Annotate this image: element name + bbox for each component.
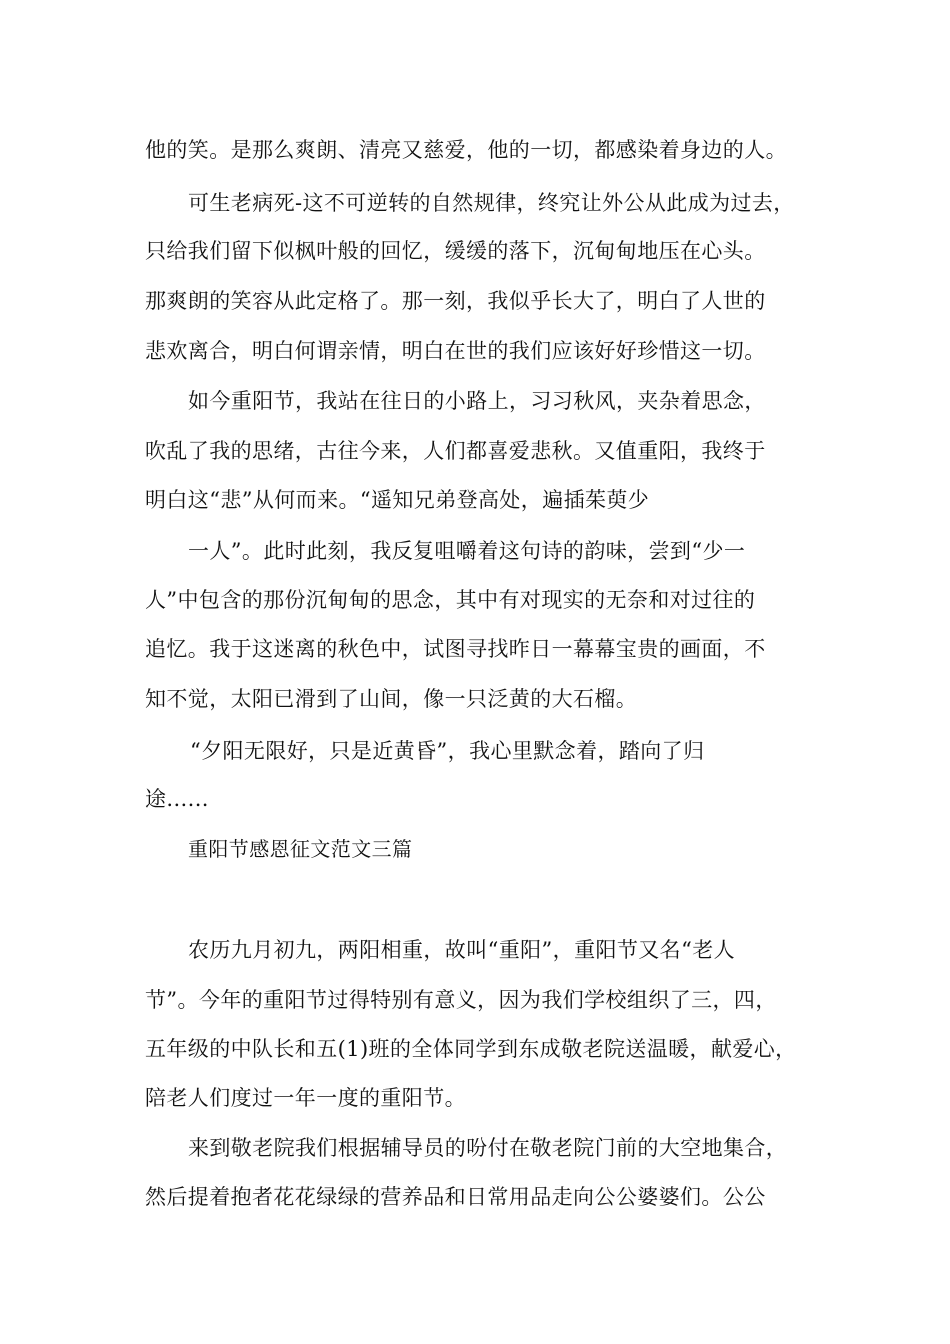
text-line: 来到敬老院我们根据辅导员的吩付在敬老院门前的大空地集合， bbox=[188, 1136, 788, 1160]
text-line: 五年级的中队长和五(1)班的全体同学到东成敬老院送温暖，献爱心， bbox=[145, 1037, 797, 1061]
text-line: 可生老病死-这不可逆转的自然规律，终究让外公从此成为过去， bbox=[188, 191, 795, 215]
text-line: 吹乱了我的思绪，古往今来，人们都喜爱悲秋。又值重阳，我终于 bbox=[145, 439, 766, 463]
text-line: 陪老人们度过一年一度的重阳节。 bbox=[145, 1086, 466, 1110]
text-line: 人”中包含的那份沉甸甸的思念，其中有对现实的无奈和对过往的 bbox=[145, 588, 756, 612]
text-line: 然后提着抱者花花绿绿的营养品和日常用品走向公公婆婆们。公公 bbox=[145, 1185, 766, 1209]
text-line: 他的笑。是那么爽朗、清亮又慈爱，他的一切，都感染着身边的人。 bbox=[145, 138, 787, 162]
text-line: 只给我们留下似枫叶般的回忆，缓缓的落下，沉甸甸地压在心头。 bbox=[145, 239, 766, 263]
text-line: 途...... bbox=[145, 787, 209, 811]
text-line: 一人”。此时此刻，我反复咀嚼着这句诗的韵味，尝到“少一 bbox=[188, 539, 746, 563]
text-line: 追忆。我于这迷离的秋色中，试图寻找昨日一幕幕宝贵的画面，不 bbox=[145, 637, 766, 661]
text-line: 那爽朗的笑容从此定格了。那一刻，我似乎长大了，明白了人世的 bbox=[145, 289, 766, 313]
section-heading: 重阳节感恩征文范文三篇 bbox=[188, 837, 413, 861]
text-line: 知不觉，太阳已滑到了山间，像一只泛黄的大石榴。 bbox=[145, 687, 638, 711]
text-line: 节”。今年的重阳节过得特别有意义，因为我们学校组织了三，四， bbox=[145, 988, 777, 1012]
text-line: 悲欢离合，明白何谓亲情，明白在世的我们应该好好珍惜这一切。 bbox=[145, 339, 766, 363]
text-line: “夕阳无限好，只是近黄昏”，我心里默念着，踏向了归 bbox=[190, 739, 705, 763]
text-line: 如今重阳节，我站在往日的小路上，习习秋风，夹杂着思念， bbox=[188, 389, 766, 413]
text-line: 明白这“悲”从何而来。“遥知兄弟登高处，遍插茱萸少 bbox=[145, 488, 650, 512]
text-line: 农历九月初九，两阳相重，故叫“重阳”，重阳节又名“老人 bbox=[188, 938, 736, 962]
